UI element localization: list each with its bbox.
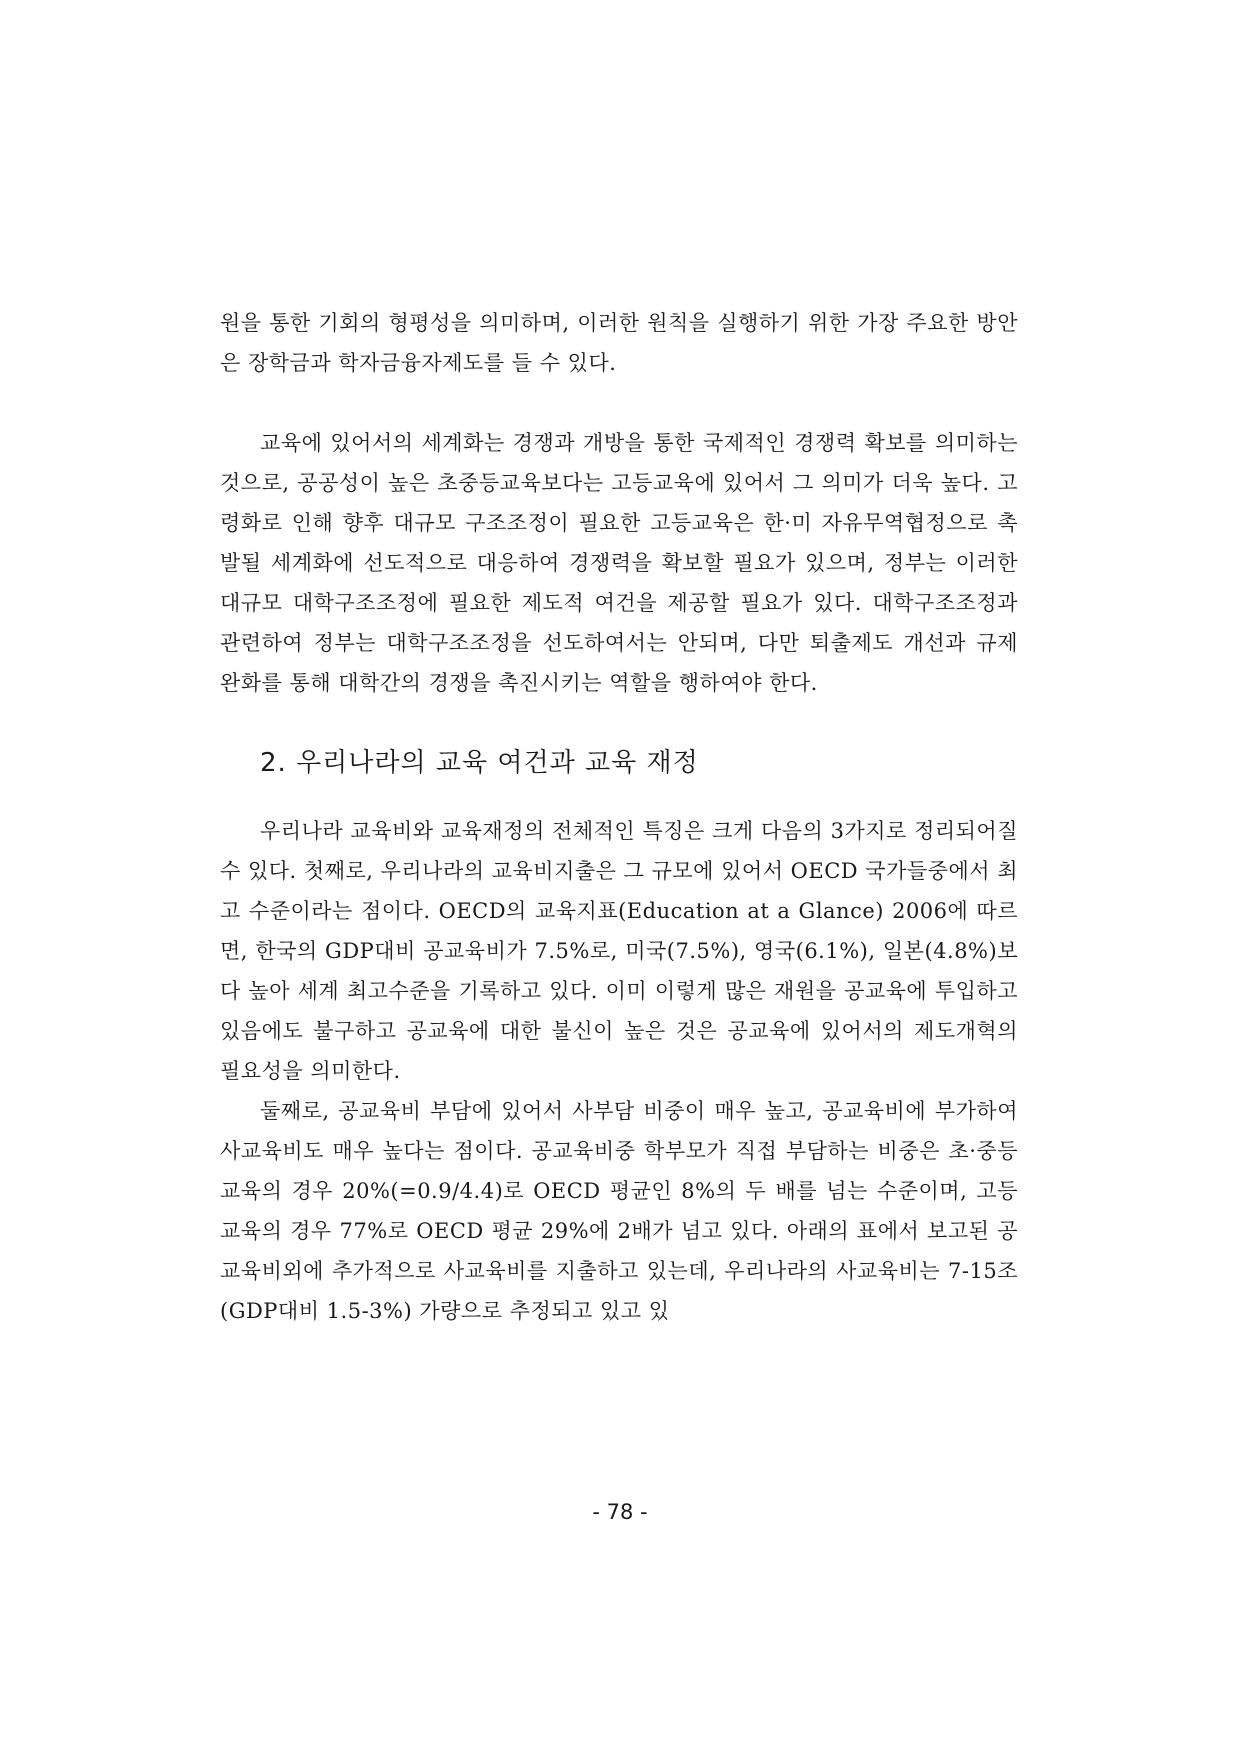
page-body	[220, 303, 1018, 1331]
paragraph-spacer	[220, 383, 1018, 423]
paragraph-education-spending: 우리나라 교육비와 교육재정의 전체적인 특징은 크게 다음의 3가지로 정리되어질 수 있다. 첫째로, 우리나라의 교육비지출은 그 규모에 있어서 OECD 국가들중에서 최고 수준이라는 점이다. OECD의 교육지표(Education at a Glance) 2006에 따르면, 한국의 GDP대비 공교육비가 7.5%로, 미국(7.5%), 영국(6.1%), 일본(4.8%)보다 높아 세계 최고수준을 기록하고 있다. 이미 이렇게 많은 재원을 공교육에 투입하고 있음에도 불구하고 공교육에 대한 불신이 높은 것은 공교육에 있어서의 제도개혁의 필요성을 의미한다.	[220, 819, 1018, 1083]
page-number: - 78 -	[592, 1500, 648, 1524]
section-spacer	[220, 703, 1018, 737]
paragraph-private-burden: 둘째로, 공교육비 부담에 있어서 사부담 비중이 매우 높고, 공교육비에 부가하여 사교육비도 매우 높다는 점이다. 공교육비중 학부모가 직접 부담하는 비중은 초·중등교육의 경우 20%(=0.9/4.4)로 OECD 평균인 8%의 두 배를 넘는 수준이며, 고등교육의 경우 77%로 OECD 평균 29%에 2배가 넘고 있다. 아래의 표에서 보고된 공교육비외에 추가적으로 사교육비를 지출하고 있는데, 우리나라의 사교육비는 7-15조 (GDP대비 1.5-3%) 가량으로 추정되고 있고 있	[220, 1099, 1018, 1323]
title-spacer	[220, 789, 1018, 811]
paragraph-opportunity-equity: 원을 통한 기회의 형평성을 의미하며, 이러한 원칙을 실행하기 위한 가장 주요한 방안은 장학금과 학자금융자제도를 들 수 있다.	[220, 311, 1018, 375]
paragraph-globalization: 교육에 있어서의 세계화는 경쟁과 개방을 통한 국제적인 경쟁력 확보를 의미하는 것으로, 공공성이 높은 초중등교육보다는 고등교육에 있어서 그 의미가 더욱 높다. 고령화로 인해 향후 대규모 구조조정이 필요한 고등교육은 한·미 자유무역협정으로 촉발될 세계화에 선도적으로 대응하여 경쟁력을 확보할 필요가 있으며, 정부는 이러한 대규모 대학구조조정에 필요한 제도적 여건을 제공할 필요가 있다. 대학구조조정과 관련하여 정부는 대학구조조정을 선도하여서는 안되며, 다만 퇴출제도 개선과 규제 완화를 통해 대학간의 경쟁을 촉진시키는 역할을 행하여야 한다.	[220, 431, 1018, 695]
section-title: 2. 우리나라의 교육 여건과 교육 재정	[260, 748, 699, 778]
